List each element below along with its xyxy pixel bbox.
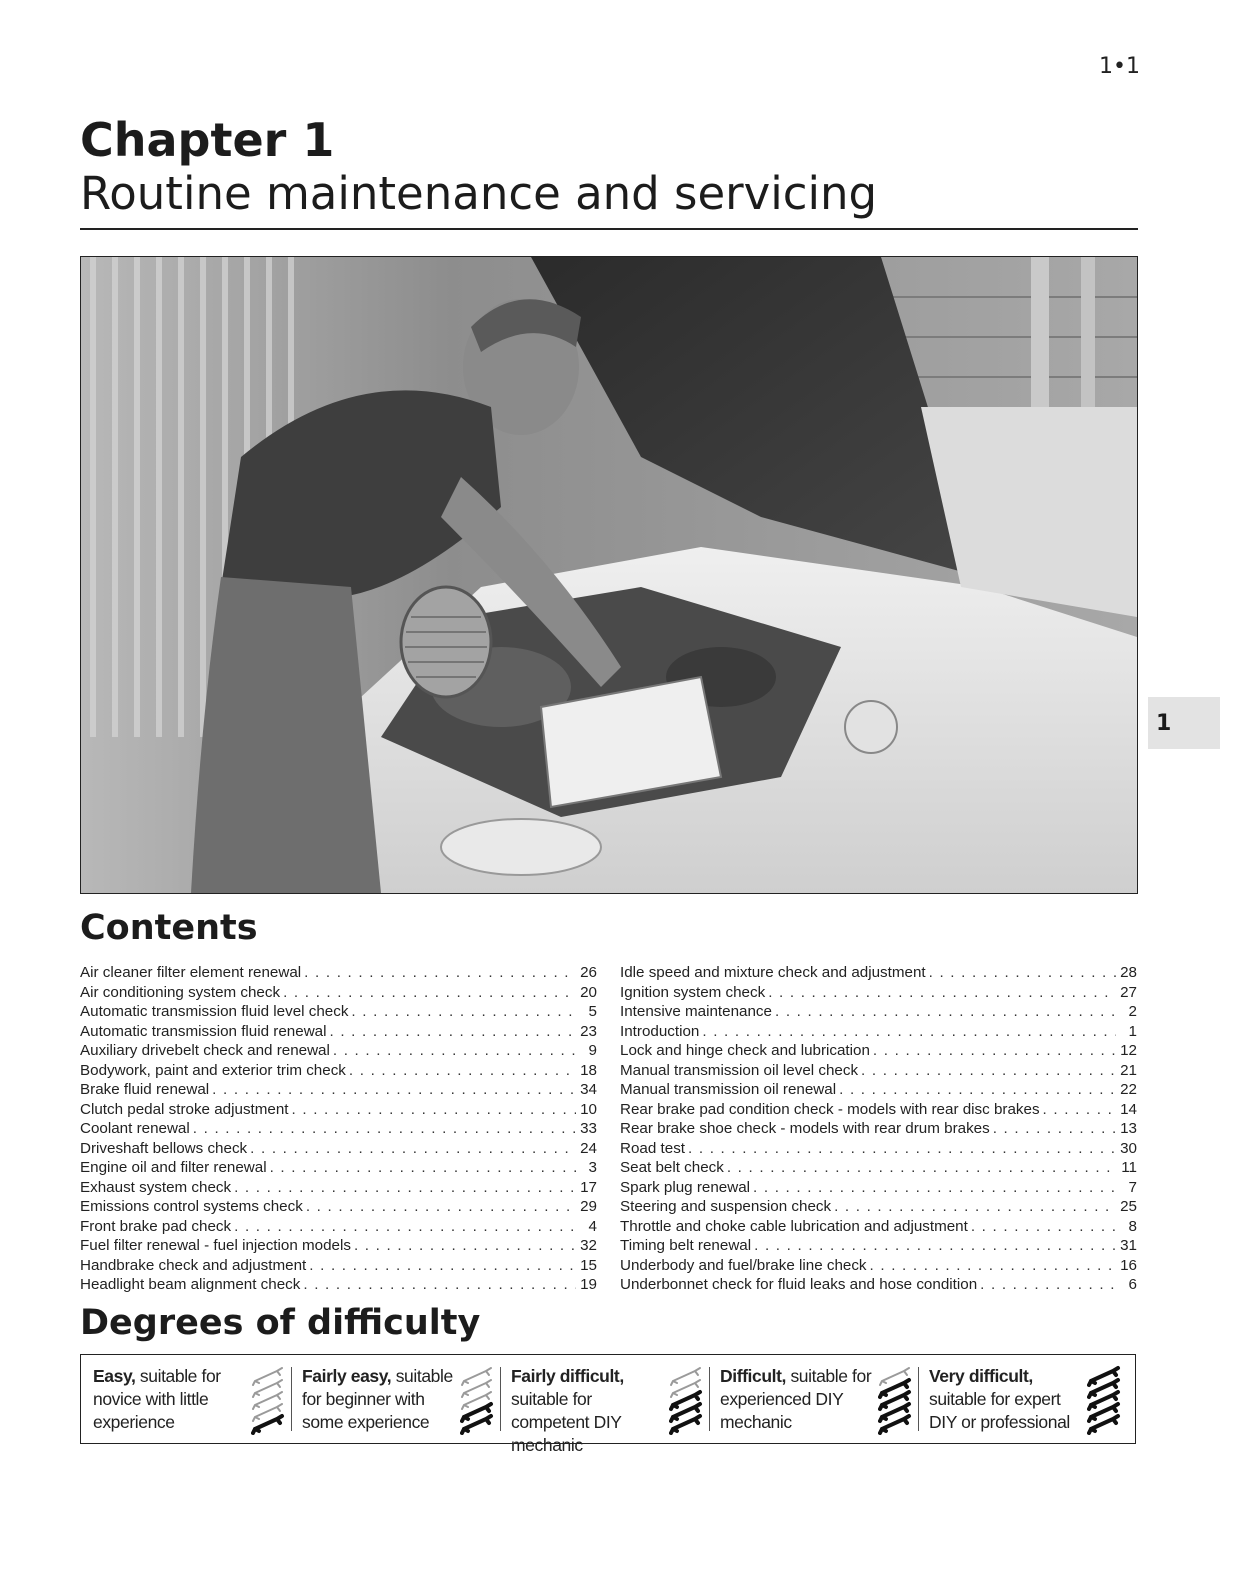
contents-entry-label: Headlight beam alignment check xyxy=(80,1276,301,1293)
spanner-rating-icon xyxy=(878,1365,912,1435)
contents-column-right xyxy=(620,963,1137,1295)
contents-entry[interactable] xyxy=(80,1236,597,1256)
contents-entry-label: Underbody and fuel/brake line check xyxy=(620,1256,867,1274)
difficulty-level-text xyxy=(720,1365,878,1434)
difficulty-heading: Degrees of difficulty xyxy=(80,1303,481,1343)
difficulty-level-text xyxy=(93,1365,251,1434)
contents-entry-label: Brake fluid renewal xyxy=(80,1081,210,1098)
contents-entry-page: 11 xyxy=(1121,1159,1137,1176)
dot-leader xyxy=(351,1002,576,1022)
contents-entry[interactable] xyxy=(80,1197,597,1217)
contents-entry-label: Emissions control systems check xyxy=(80,1198,303,1215)
contents-entry[interactable] xyxy=(80,1256,597,1276)
difficulty-level xyxy=(500,1365,709,1455)
dot-leader xyxy=(753,1178,1116,1198)
contents-entry-page: 1 xyxy=(1128,1022,1137,1040)
contents-entry-page: 29 xyxy=(580,1198,597,1215)
contents-entry-label: Clutch pedal stroke adjustment xyxy=(80,1100,289,1118)
difficulty-level-name: Difficult, xyxy=(720,1366,786,1386)
contents-entry-label: Handbrake check and adjustment xyxy=(80,1256,307,1274)
difficulty-level-text xyxy=(302,1365,460,1434)
contents-entry-label: Automatic transmission fluid level check xyxy=(80,1003,349,1020)
dot-leader xyxy=(980,1275,1116,1295)
dot-leader xyxy=(309,1256,576,1276)
contents-entry-page: 30 xyxy=(1120,1139,1137,1157)
difficulty-level-description: suitable for experienced DIY mechanic xyxy=(720,1366,872,1432)
contents-entry-page: 12 xyxy=(1120,1042,1137,1059)
contents-entry-label: Front brake pad check xyxy=(80,1217,232,1235)
contents-heading: Contents xyxy=(80,908,258,948)
contents-entry-page: 33 xyxy=(580,1120,597,1137)
contents-entry-label: Rear brake shoe check - models with rear drum brakes xyxy=(620,1120,990,1137)
contents-entry[interactable] xyxy=(80,1178,597,1198)
contents-entry-label: Seat belt check xyxy=(620,1159,724,1176)
difficulty-level-name: Fairly easy, xyxy=(302,1366,392,1386)
contents-entry-label: Steering and suspension check xyxy=(620,1198,832,1215)
contents-entry-page: 31 xyxy=(1120,1237,1137,1254)
difficulty-level-description: suitable for beginner with some experience xyxy=(302,1366,453,1432)
dot-leader xyxy=(354,1236,576,1256)
contents-entry-page: 28 xyxy=(1120,964,1137,981)
dot-leader xyxy=(870,1256,1116,1276)
dot-leader xyxy=(304,963,576,983)
difficulty-level-description: suitable for novice with little experience xyxy=(93,1366,221,1432)
dot-leader xyxy=(349,1061,576,1081)
page-number: 1•1 xyxy=(1099,54,1140,79)
contents-entry[interactable] xyxy=(620,963,1137,983)
difficulty-level xyxy=(291,1365,500,1433)
dot-leader xyxy=(1043,1100,1116,1120)
contents-entry-label: Road test xyxy=(620,1139,686,1157)
contents-entry[interactable] xyxy=(80,1139,597,1159)
contents-entry-label: Lock and hinge check and lubrication xyxy=(620,1042,870,1059)
contents-entry-label: Ignition system check xyxy=(620,983,766,1001)
contents-entry[interactable] xyxy=(620,1061,1137,1081)
contents-entry[interactable] xyxy=(80,983,597,1003)
dot-leader xyxy=(234,1178,576,1198)
contents-entry-label: Timing belt renewal xyxy=(620,1237,752,1254)
contents-entry[interactable] xyxy=(620,1080,1137,1100)
contents-entry-page: 21 xyxy=(1120,1061,1137,1079)
contents-entry-label: Exhaust system check xyxy=(80,1178,232,1196)
contents-entry-page: 14 xyxy=(1120,1100,1137,1118)
contents-entry[interactable] xyxy=(80,1217,597,1237)
difficulty-level-description: suitable for competent DIY mechanic xyxy=(511,1389,622,1455)
contents-entry-label: Rear brake pad condition check - models with rear disc brakes xyxy=(620,1100,1040,1118)
contents-entry-page: 17 xyxy=(580,1178,597,1196)
dot-leader xyxy=(768,983,1116,1003)
contents-entry[interactable] xyxy=(620,1119,1137,1139)
dot-leader xyxy=(775,1002,1116,1022)
dot-leader xyxy=(839,1080,1116,1100)
contents-entry-label: Coolant renewal xyxy=(80,1120,190,1137)
contents-entry-page: 26 xyxy=(580,964,597,981)
chapter-subtitle: Routine maintenance and servicing xyxy=(80,167,878,220)
dot-leader xyxy=(333,1041,576,1061)
contents-entry-label: Manual transmission oil renewal xyxy=(620,1081,837,1098)
contents-entry-page: 10 xyxy=(580,1100,597,1118)
contents-entry-page: 34 xyxy=(580,1081,597,1098)
dot-leader xyxy=(861,1061,1116,1081)
dot-leader xyxy=(929,963,1116,983)
contents-entry[interactable] xyxy=(620,1236,1137,1256)
dot-leader xyxy=(306,1197,576,1217)
photo-illustration xyxy=(81,257,1137,893)
spanner-rating-icon xyxy=(1087,1365,1121,1435)
contents-entry[interactable] xyxy=(80,1080,597,1100)
contents-entry[interactable] xyxy=(620,1100,1137,1120)
contents-entry-label: Air cleaner filter element renewal xyxy=(80,964,302,981)
contents-entry[interactable] xyxy=(620,1256,1137,1276)
contents-entry[interactable] xyxy=(620,1158,1137,1178)
difficulty-level-text xyxy=(929,1365,1087,1434)
spanner-rating-icon xyxy=(460,1365,494,1435)
title-rule xyxy=(80,228,1138,230)
dot-leader xyxy=(234,1217,576,1237)
difficulty-level xyxy=(709,1365,918,1433)
dot-leader xyxy=(993,1119,1116,1139)
contents-entry-page: 6 xyxy=(1128,1276,1137,1293)
contents-entry-page: 4 xyxy=(588,1217,597,1235)
contents-entry[interactable] xyxy=(80,1275,597,1295)
contents-entry-page: 2 xyxy=(1128,1003,1137,1020)
chapter-photo xyxy=(80,256,1138,894)
dot-leader xyxy=(283,983,576,1003)
contents-entry[interactable] xyxy=(80,963,597,983)
dot-leader xyxy=(250,1139,576,1159)
dot-leader xyxy=(688,1139,1116,1159)
contents-entry[interactable] xyxy=(80,1158,597,1178)
contents-entry-label: Engine oil and filter renewal xyxy=(80,1159,267,1176)
contents-entry-page: 20 xyxy=(580,983,597,1001)
contents-entry[interactable] xyxy=(80,1100,597,1120)
contents-entry[interactable] xyxy=(620,1197,1137,1217)
contents-entry[interactable] xyxy=(620,1217,1137,1237)
difficulty-level-name: Very difficult, xyxy=(929,1366,1033,1386)
contents-entry[interactable] xyxy=(620,1002,1137,1022)
difficulty-level-description: suitable for expert DIY or professional xyxy=(929,1389,1070,1432)
contents-entry[interactable] xyxy=(620,1275,1137,1295)
contents-entry-label: Manual transmission oil level check xyxy=(620,1061,859,1079)
contents-entry-label: Air conditioning system check xyxy=(80,983,281,1001)
dot-leader xyxy=(754,1236,1116,1256)
contents-entry-label: Fuel filter renewal - fuel injection models xyxy=(80,1237,351,1254)
contents-entry-label: Automatic transmission fluid renewal xyxy=(80,1022,327,1040)
contents-entry[interactable] xyxy=(80,1119,597,1139)
contents-entry[interactable] xyxy=(620,1139,1137,1159)
contents-entry-label: Throttle and choke cable lubrication and adjustment xyxy=(620,1217,968,1235)
dot-leader xyxy=(727,1158,1116,1178)
difficulty-level-text xyxy=(511,1365,669,1457)
chapter-title: Chapter 1 xyxy=(80,113,335,167)
difficulty-level-name: Fairly difficult, xyxy=(511,1366,624,1386)
contents-entry[interactable] xyxy=(80,1061,597,1081)
contents-entry-page: 25 xyxy=(1120,1198,1137,1215)
contents-entry-page: 15 xyxy=(580,1256,597,1274)
contents-entry-page: 7 xyxy=(1128,1178,1137,1196)
contents-entry-page: 27 xyxy=(1120,983,1137,1001)
dot-leader xyxy=(873,1041,1116,1061)
contents-entry-label: Bodywork, paint and exterior trim check xyxy=(80,1061,346,1079)
spanner-rating-icon xyxy=(669,1365,703,1435)
contents-entry-label: Intensive maintenance xyxy=(620,1003,772,1020)
contents-entry[interactable] xyxy=(80,1002,597,1022)
contents-entry-page: 24 xyxy=(580,1139,597,1157)
contents-entry[interactable] xyxy=(620,1022,1137,1042)
spanner-rating-icon xyxy=(251,1365,285,1435)
chapter-side-tab[interactable]: 1 xyxy=(1148,697,1220,749)
contents-entry[interactable] xyxy=(620,983,1137,1003)
dot-leader xyxy=(971,1217,1116,1237)
contents-column-left xyxy=(80,963,597,1295)
contents-entry[interactable] xyxy=(620,1178,1137,1198)
dot-leader xyxy=(292,1100,576,1120)
dot-leader xyxy=(329,1022,576,1042)
contents-entry-label: Driveshaft bellows check xyxy=(80,1139,248,1157)
contents-entry-label: Idle speed and mixture check and adjustment xyxy=(620,964,926,981)
difficulty-level xyxy=(918,1365,1127,1433)
contents-entry-page: 22 xyxy=(1120,1081,1137,1098)
difficulty-level xyxy=(93,1365,291,1433)
contents-entry-page: 5 xyxy=(588,1003,597,1020)
contents-entry[interactable] xyxy=(80,1022,597,1042)
dot-leader xyxy=(212,1080,576,1100)
contents-entry-label: Introduction xyxy=(620,1022,700,1040)
contents-entry-page: 9 xyxy=(588,1042,597,1059)
dot-leader xyxy=(303,1275,576,1295)
contents-entry-page: 16 xyxy=(1120,1256,1137,1274)
dot-leader xyxy=(702,1022,1116,1042)
contents-entry[interactable] xyxy=(80,1041,597,1061)
contents-entry-label: Spark plug renewal xyxy=(620,1178,751,1196)
contents-entry-label: Underbonnet check for fluid leaks and hose condition xyxy=(620,1276,978,1293)
contents-entry-label: Auxiliary drivebelt check and renewal xyxy=(80,1042,330,1059)
contents-entry-page: 19 xyxy=(580,1276,597,1293)
difficulty-scale xyxy=(80,1354,1136,1455)
contents-entry-page: 32 xyxy=(580,1237,597,1254)
dot-leader xyxy=(193,1119,576,1139)
difficulty-level-name: Easy, xyxy=(93,1366,136,1386)
contents-entry-page: 3 xyxy=(588,1159,597,1176)
contents-entry-page: 8 xyxy=(1128,1217,1137,1235)
contents-entry-page: 23 xyxy=(580,1022,597,1040)
dot-leader xyxy=(834,1197,1116,1217)
contents-entry-page: 18 xyxy=(580,1061,597,1079)
dot-leader xyxy=(270,1158,576,1178)
contents-entry[interactable] xyxy=(620,1041,1137,1061)
contents-entry-page: 13 xyxy=(1120,1120,1137,1137)
